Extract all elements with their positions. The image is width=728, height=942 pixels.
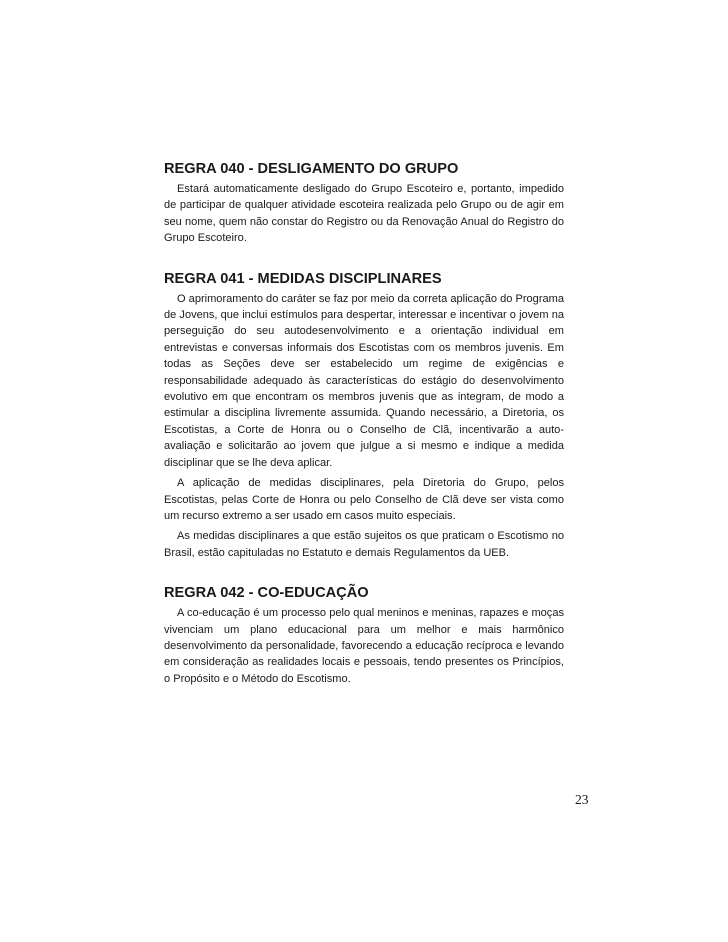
paragraph: A co-educação é um processo pelo qual meninos e meninas, rapazes e moças vivenciam um plano educacional para um melhor e mais harmônico desenvolvimento da personalidade, favorecendo a educação recíproca e levando em consideração as realidades locais e pessoais, tendo presentes os Princípios, o Propósito e o Método do Escotismo. [164, 607, 564, 685]
section-title: REGRA 041 - MEDIDAS DISCIPLINARES [164, 270, 442, 287]
paragraph: A aplicação de medidas disciplinares, pela Diretoria do Grupo, pelos Escotistas, pelas Corte de Honra ou pelo Conselho de Clã deve ser vista como um recurso extremo a ser usado em casos muito especiais. [164, 477, 564, 522]
section-regra-042 [164, 584, 564, 687]
section-title: REGRA 040 - DESLIGAMENTO DO GRUPO [164, 161, 459, 177]
section-regra-041 [164, 270, 564, 562]
document-body [164, 160, 564, 710]
paragraph: O aprimoramento do caráter se faz por meio da correta aplicação do Programa de Jovens, que inclui estímulos para despertar, interessar e incentivar o jovem na perseguição do seu autodesenvolvimento e a orientação individual em entrevistas e conversas informais dos Escotistas com os membros juvenis. Em todas as Seções deve ser estabelecido um regime de exigências e responsabilidade adequado às características do estágio do desenvolvimento evolutivo em que encontram os membros juvenis que as integram, de modo a estimular a disciplina livremente assumida. Quando necessário, a Diretoria, os Escotistas, a Corte de Honra ou o Conselho de Clã, incentivarão a auto-avaliação e solicitarão ao jovem que julgue a si mesmo e indique a medida disciplinar que se lhe deva aplicar. [164, 292, 564, 469]
section-title: REGRA 042 - CO-EDUCAÇÃO [164, 585, 369, 602]
page-number: 23 [575, 792, 589, 807]
section-regra-040 [164, 160, 564, 247]
paragraph: As medidas disciplinares a que estão sujeitos os que praticam o Escotismo no Brasil, estão capituladas no Estatuto e demais Regulamentos da UEB. [164, 530, 564, 559]
paragraph: Estará automaticamente desligado do Grupo Escoteiro e, portanto, impedido de participar de qualquer atividade escoteira realizada pelo Grupo ou de agir em seu nome, quem não constar do Registro ou da Renovação Anual do Registro do Grupo Escoteiro. [164, 183, 564, 245]
